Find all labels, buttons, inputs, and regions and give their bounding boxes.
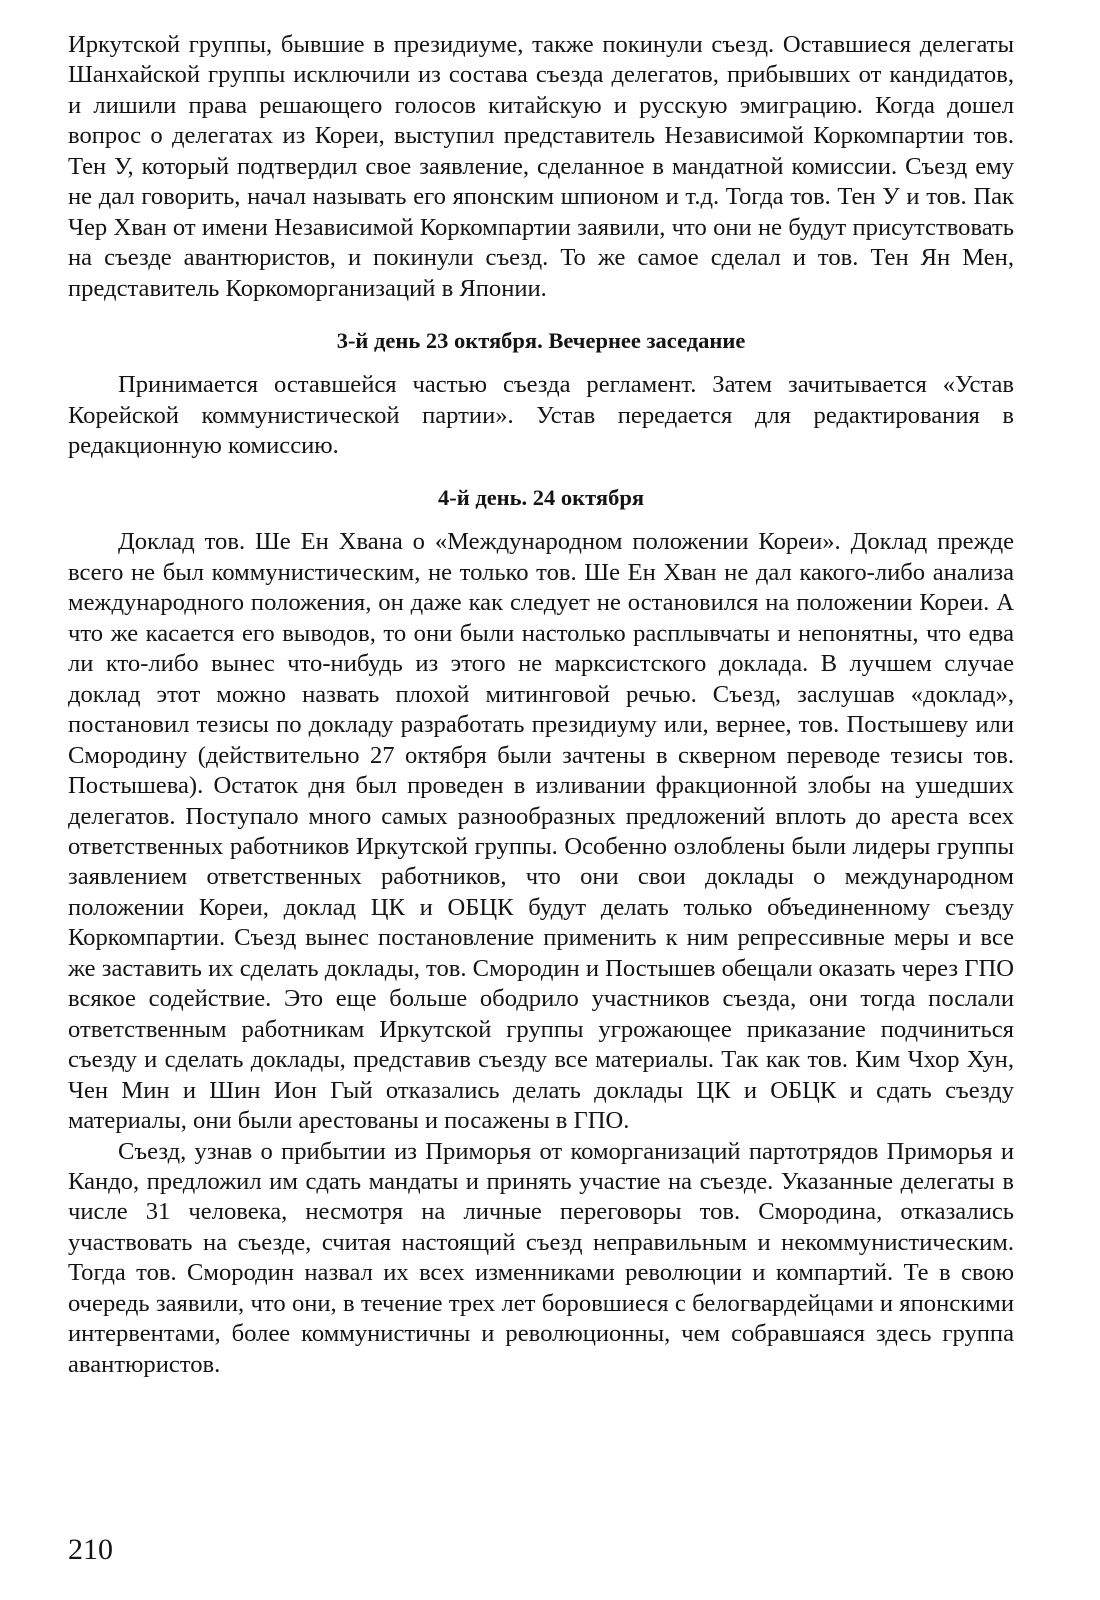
paragraph-2: Принимается оставшейся частью съезда регламент. Затем зачитывается «Устав Корейской коммунистической партии». Устав передается для редактирования в редакционную комиссию. bbox=[68, 371, 1014, 459]
section-heading-day-3: 3-й день 23 октября. Вечернее заседание bbox=[336, 328, 746, 354]
section-heading-day-4: 4-й день. 24 октября bbox=[437, 485, 644, 511]
page-number: 210 bbox=[68, 1533, 113, 1566]
paragraph-4: Съезд, узнав о прибытии из Приморья от коморганизаций партотрядов Приморья и Кандо, предложил им сдать мандаты и принять участие на съезде. Указанные делегаты в числе 31 человека, несмотря на личные переговоры тов. Смородина, отказались участвовать на съезде, считая настоящий съезд неправильным и некоммунистическим. Тогда тов. Смородин назвал их всех изменниками революции и компартий. Те в свою очередь заявили, что они, в течение трех лет боровшиеся с белогвардейцами и японскими интервентами, более коммунистичны и революционны, чем собравшаяся здесь группа авантюристов. bbox=[68, 1137, 1014, 1378]
paragraph-1: Иркутской группы, бывшие в президиуме, также покинули съезд. Оставшиеся делегаты Шанхайской группы исключили из состава съезда делегатов, прибывших от кандидатов, и лишили права решающего голосов китайскую и русскую эмиграцию. Когда дошел вопрос о делегатах из Кореи, выступил представитель Независимой Коркомпартии тов. Тен У, который подтвердил свое заявление, сделанное в мандатной комиссии. Съезд ему не дал говорить, начал называть его японским шпионом и т.д. Тогда тов. Тен У и тов. Пак Чер Хван от имени Независимой Коркомпартии заявили, что они не будут присутствовать на съезде авантюристов, и покинули съезд. То же самое сделал и тов. Тен Ян Мен, представитель Коркоморганизаций в Японии. bbox=[68, 31, 1014, 302]
paragraph-3: Доклад тов. Ше Ен Хвана о «Международном положении Кореи». Доклад прежде всего не был коммунистическим, не только тов. Ше Ен Хван не дал какого-либо анализа международного положения, он даже как следует не остановился на положении Кореи. А что же касается его выводов, то они были настолько расплывчаты и непонятны, что едва ли кто-либо вынес что-нибудь из этого не марксистского доклада. В лучшем случае доклад этот можно назвать плохой митинговой речью. Съезд, заслушав «доклад», постановил тезисы по докладу разработать президиуму или, вернее, тов. Постышеву или Смородину (действительно 27 октября были зачтены в скверном переводе тезисы тов. Постышева). Остаток дня был проведен в изливании фракционной злобы на ушедших делегатов. Поступало много самых разнообразных предложений вплоть до ареста всех ответственных работников Иркутской группы. Особенно озлоблены были лидеры группы заявлением ответственных работников, что они свои доклады о международном положении Кореи, доклад ЦК и ОБЦК будут делать только объединенному съезду Коркомпартии. Съезд вынес постановление применить к ним репрессивные меры и все же заставить их сделать доклады, тов. Смородин и Постышев обещали оказать через ГПО всякое содействие. Это еще больше ободрило участников съезда, они тогда послали ответственным работникам Иркутской группы угрожающее приказание подчиниться съезду и сделать доклады, представив съезду все материалы. Так как тов. Ким Чхор Хун, Чен Мин и Шин Ион Гый отказались делать доклады ЦК и ОБЦК и сдать съезду материалы, они были арестованы и посажены в ГПО. bbox=[68, 528, 1014, 1135]
